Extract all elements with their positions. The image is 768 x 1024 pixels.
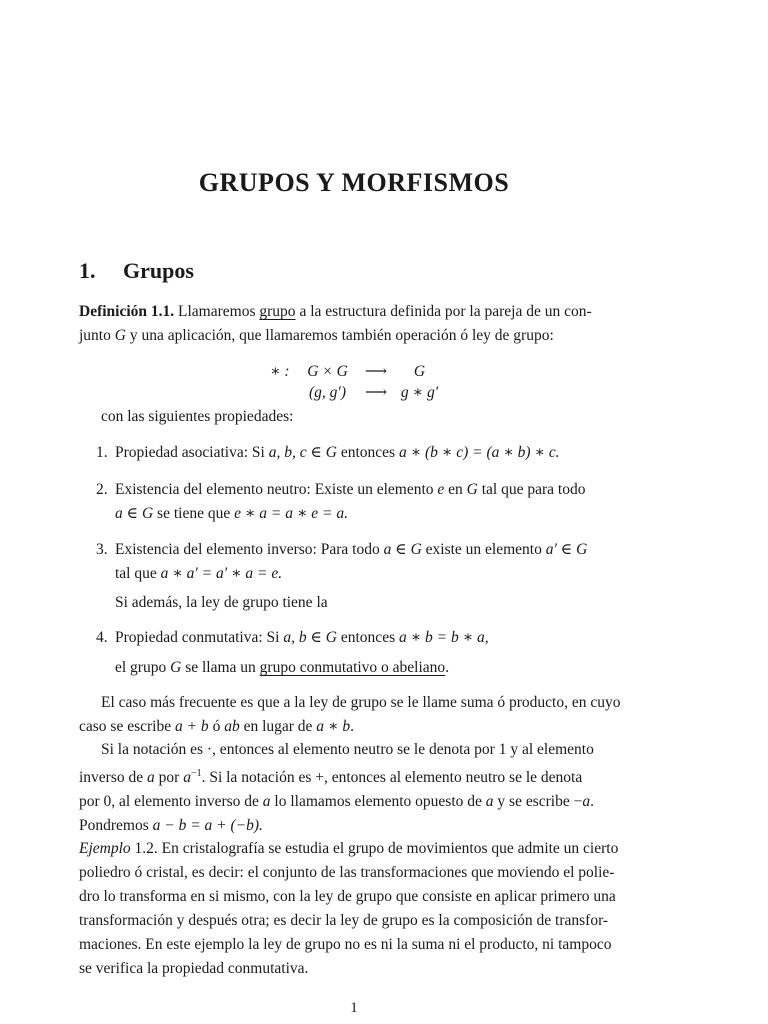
ademas-text: Si además, la ley de grupo tiene la bbox=[115, 594, 328, 611]
math-expression: a bbox=[147, 769, 155, 787]
list-text: tal que para todo bbox=[477, 481, 586, 498]
section-title: Grupos bbox=[123, 258, 194, 283]
paragraph-text: El caso más frecuente es que a la ley de grupo se le llame suma ó producto, en cuyo bbox=[101, 694, 621, 711]
list-text: el grupo bbox=[115, 659, 171, 676]
example-line: transformación y después otra; es decir la ley de grupo es la composición de transfor- bbox=[79, 912, 609, 929]
example-line: En cristalografía se estudia el grupo de movimientos que admite un cierto bbox=[157, 840, 619, 857]
example-line: maciones. En este ejemplo la ley de grupo no es ni la suma ni el producto, ni tampoco bbox=[79, 936, 612, 953]
paragraph-text: en lugar de bbox=[239, 718, 317, 735]
section-number: 1. bbox=[79, 258, 96, 283]
display-cell: (g, g′) bbox=[309, 384, 346, 401]
paragraph-text: . bbox=[350, 718, 354, 735]
defined-term: grupo bbox=[259, 303, 296, 320]
paragraph-text: Pondremos bbox=[79, 817, 153, 835]
list-text: se tiene que bbox=[153, 505, 235, 522]
display-row bbox=[270, 383, 442, 404]
math-expression: a, b ∈ G bbox=[283, 629, 337, 646]
math-symbol: G bbox=[114, 327, 126, 344]
list-item bbox=[96, 441, 631, 465]
math-expression: a ∗ a′ = a′ ∗ a = e. bbox=[160, 565, 283, 582]
list-text: Propiedad asociativa: Si bbox=[115, 444, 269, 461]
list-number: 4. bbox=[96, 629, 108, 646]
definition-text: Llamaremos bbox=[174, 303, 260, 320]
list-text: existe un elemento bbox=[421, 541, 546, 558]
list-text: entonces bbox=[337, 629, 399, 646]
math-expression: a bbox=[485, 793, 494, 811]
math-expression: e ∗ a = a ∗ e = a. bbox=[234, 505, 348, 522]
math-expression: a bbox=[582, 793, 591, 811]
display-row bbox=[270, 362, 442, 383]
display-cell: ∗ : bbox=[270, 363, 290, 380]
math-expression: a ∗ (b ∗ c) = (a ∗ b) ∗ c. bbox=[398, 444, 560, 461]
list-number: 1. bbox=[96, 444, 108, 461]
paragraph-text: . bbox=[590, 793, 594, 811]
paragraph-text: ó bbox=[208, 718, 225, 735]
operation-display bbox=[270, 362, 442, 404]
list-item bbox=[96, 538, 631, 586]
list-text: entonces bbox=[336, 444, 399, 461]
math-expression: a ∈ G bbox=[383, 541, 422, 558]
definition-paragraph bbox=[79, 300, 631, 348]
paragraph-text: y se escribe − bbox=[493, 793, 583, 811]
math-symbol: G bbox=[170, 659, 182, 676]
paragraph-text: por bbox=[154, 769, 184, 787]
definition-text: y una aplicación, que llamaremos también operación ó ley de grupo: bbox=[125, 327, 554, 344]
list-text: Existencia del elemento inverso: Para todo bbox=[115, 541, 384, 558]
paragraph-neutral bbox=[79, 738, 631, 838]
example-label: Ejemplo bbox=[79, 840, 131, 857]
math-expression: a ∗ b = b ∗ a, bbox=[398, 629, 489, 646]
display-cell: g ∗ g′ bbox=[400, 384, 439, 401]
math-expression: a ∗ b bbox=[316, 718, 351, 735]
example-line: se verifica la propiedad conmutativa. bbox=[79, 960, 309, 977]
example-line: poliedro ó cristal, es decir: el conjunto de las transformaciones que moviendo el polie- bbox=[79, 864, 615, 881]
display-cell: G bbox=[413, 363, 426, 380]
list-text: tal que bbox=[115, 565, 161, 582]
display-cell: ⟶ bbox=[364, 363, 388, 380]
math-expression: a bbox=[183, 769, 191, 787]
superscript: −1 bbox=[190, 768, 202, 779]
paragraph-text: Si la notación es ·, entonces al elemento neutro se le denota por 1 y al elemento bbox=[101, 741, 594, 758]
display-cell: ⟶ bbox=[364, 384, 388, 401]
ademas-line bbox=[96, 591, 631, 615]
math-expression: a′ ∈ G bbox=[545, 541, 588, 558]
example-line: dro lo transforma en si mismo, con la ley de grupo que consiste en aplicar primero una bbox=[79, 888, 616, 905]
paragraph-text: inverso de bbox=[79, 769, 148, 787]
example-paragraph bbox=[79, 837, 631, 981]
page-number: 1 bbox=[350, 1000, 358, 1016]
math-expression: ab bbox=[224, 718, 240, 735]
document-title: GRUPOS Y MORFISMOS bbox=[198, 168, 510, 197]
list-text: Propiedad conmutativa: Si bbox=[115, 629, 284, 646]
definition-text: junto bbox=[79, 327, 115, 344]
display-cell: G × G bbox=[307, 363, 348, 380]
paragraph-notation bbox=[79, 691, 631, 739]
defined-term: grupo conmutativo o abeliano bbox=[259, 659, 446, 676]
example-number: 1.2. bbox=[130, 840, 158, 857]
math-expression: a − b = a + (−b). bbox=[152, 817, 263, 835]
properties-intro: con las siguientes propiedades: bbox=[101, 408, 294, 425]
math-expression: G bbox=[466, 481, 478, 498]
list-text: Existencia del elemento neutro: Existe un elemento bbox=[115, 481, 438, 498]
section-heading bbox=[79, 258, 194, 284]
list-text: se llama un bbox=[181, 659, 260, 676]
list-item bbox=[96, 478, 631, 526]
definition-label: Definición 1.1. bbox=[79, 303, 175, 320]
math-expression: a bbox=[262, 793, 271, 811]
definition-text: a la estructura definida por la pareja de un con- bbox=[295, 303, 592, 320]
paragraph-text: lo llamamos elemento opuesto de bbox=[270, 793, 486, 811]
math-expression: e bbox=[437, 481, 445, 498]
math-expression: a, b, c ∈ G bbox=[268, 444, 337, 461]
list-item bbox=[96, 626, 631, 650]
list-text: en bbox=[444, 481, 467, 498]
math-expression: a ∈ G bbox=[115, 505, 154, 522]
abeliano-line bbox=[96, 656, 631, 680]
math-expression: a + b bbox=[174, 718, 209, 735]
paragraph-text: caso se escribe bbox=[79, 718, 175, 735]
paragraph-text: . Si la notación es +, entonces al elemento neutro se le denota bbox=[201, 769, 583, 787]
list-number: 2. bbox=[96, 481, 108, 498]
list-number: 3. bbox=[96, 541, 108, 558]
list-text: . bbox=[445, 659, 450, 676]
paragraph-text: por 0, al elemento inverso de bbox=[79, 793, 263, 811]
